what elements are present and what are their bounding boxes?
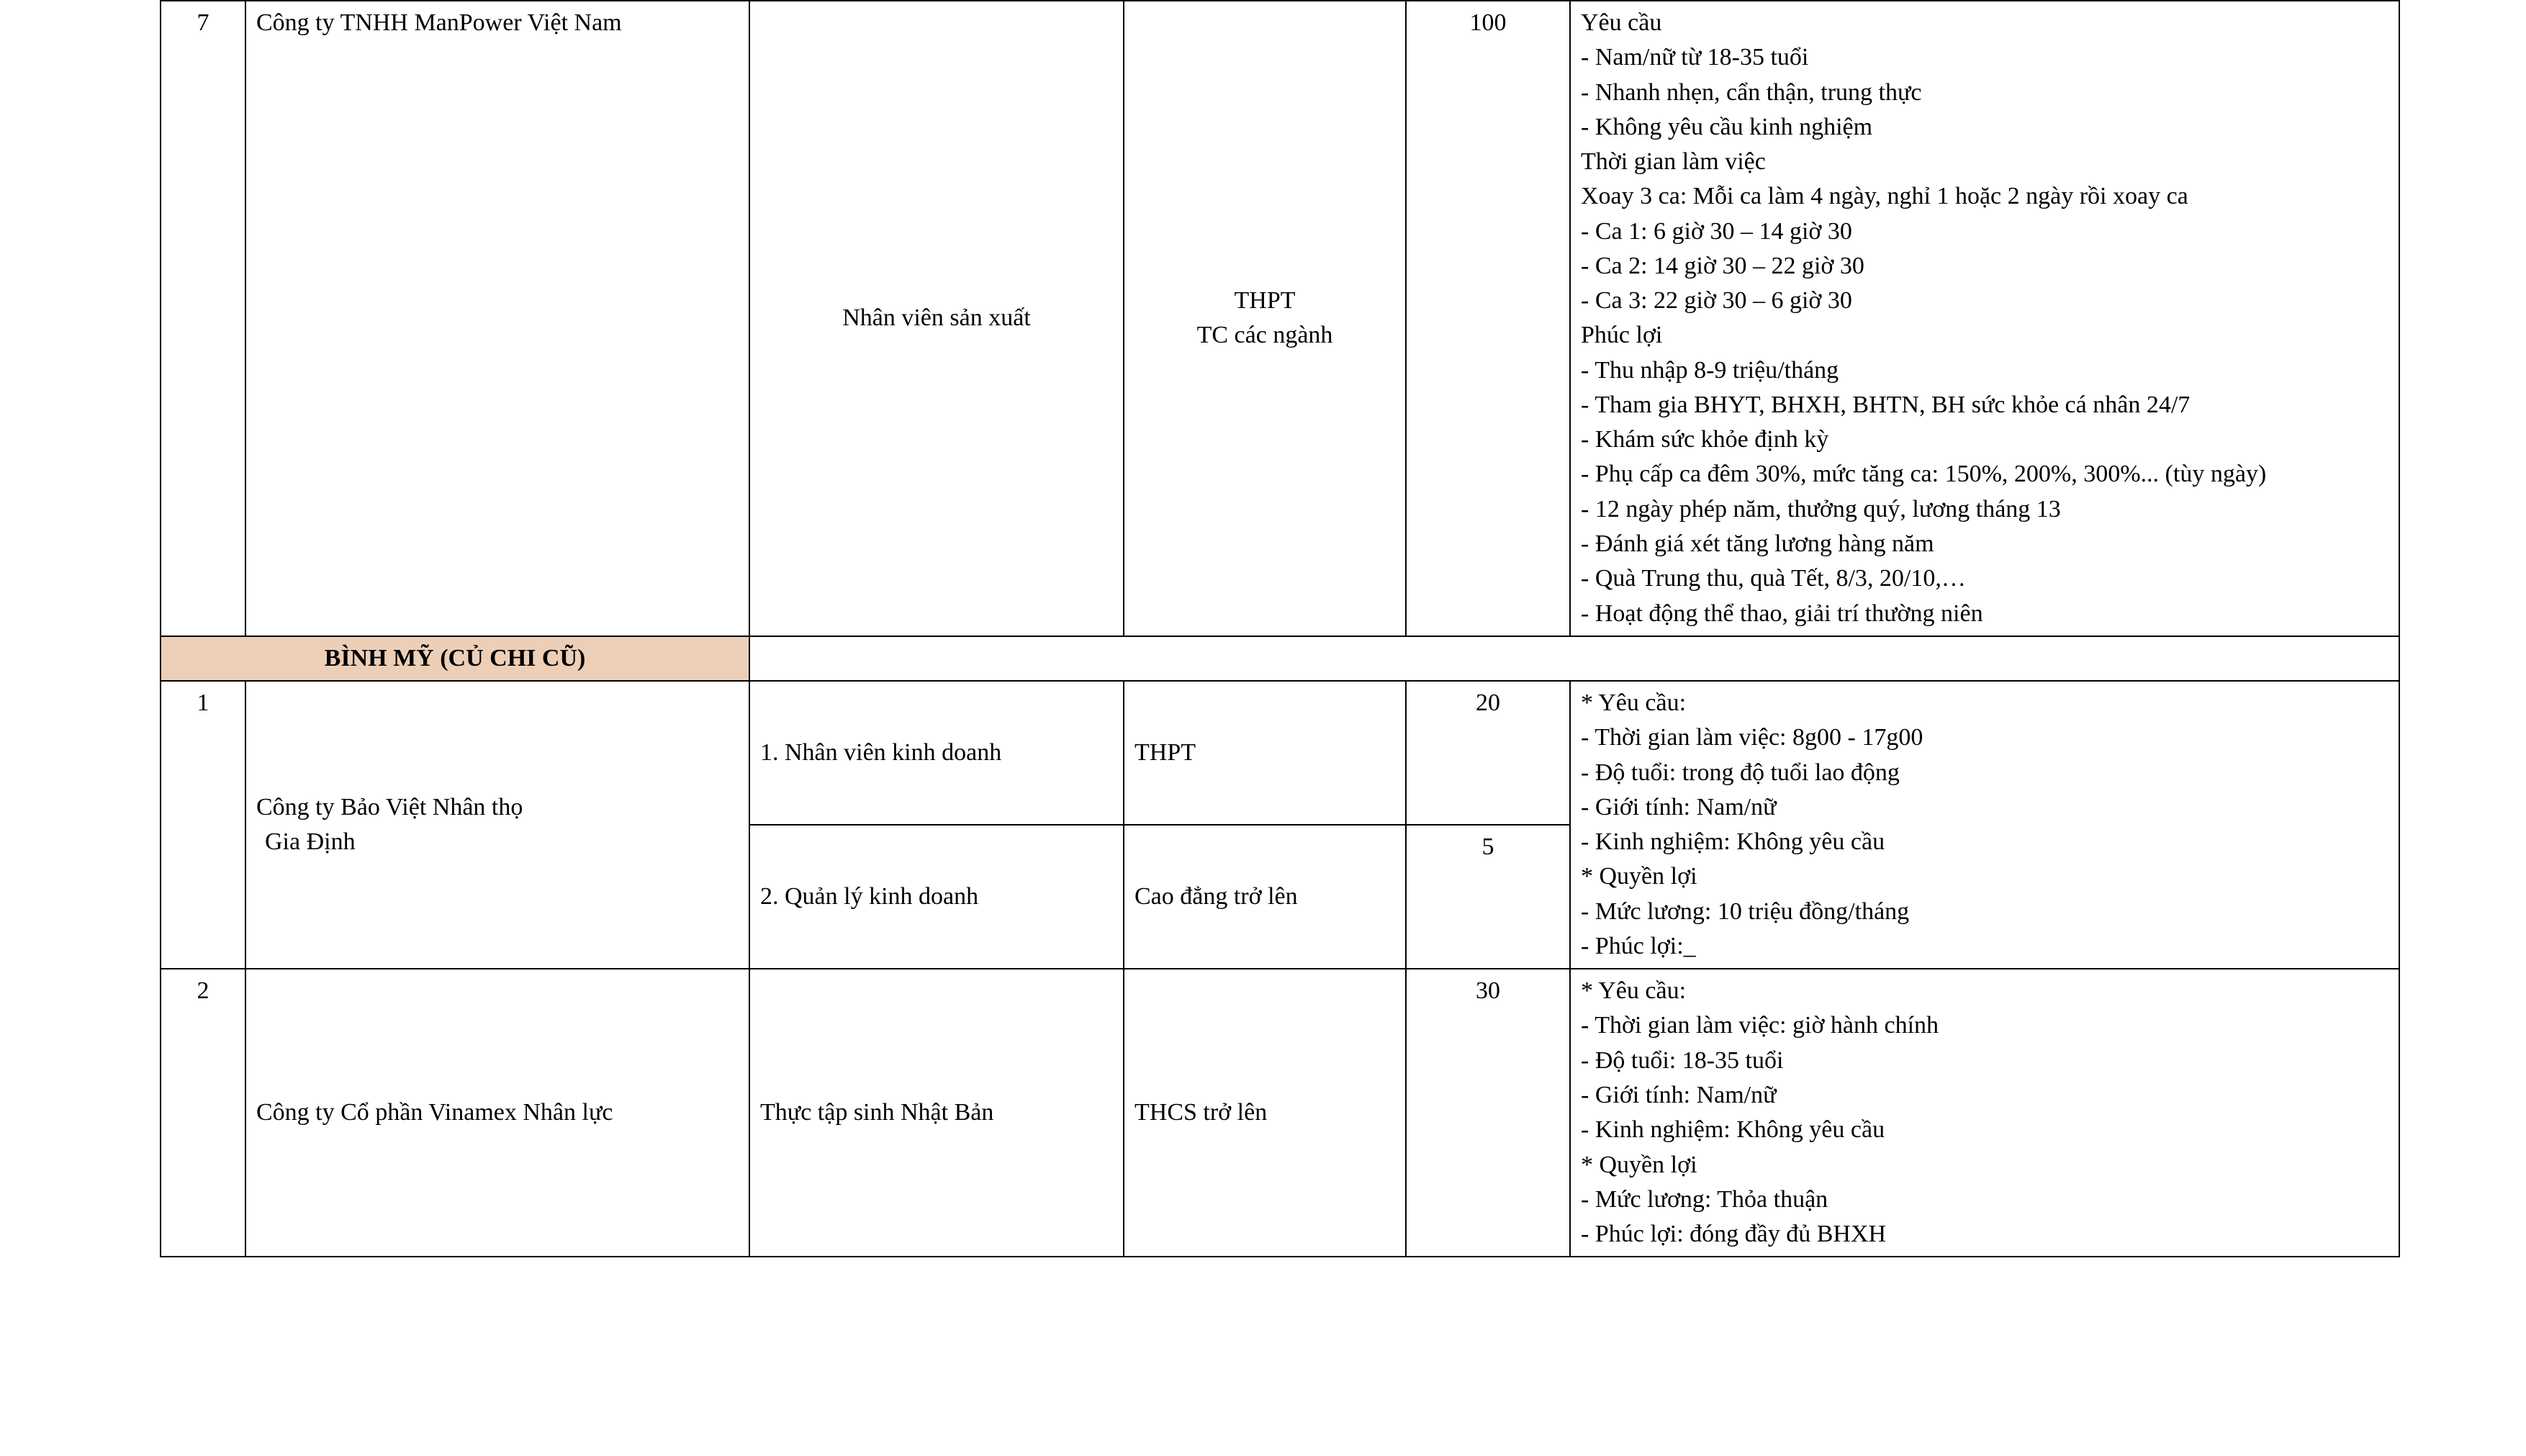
requirement-line: - Nam/nữ từ 18-35 tuổi	[1581, 44, 1809, 71]
row-number: 1	[161, 681, 245, 969]
requirement-line: - Độ tuổi: trong độ tuổi lao động	[1581, 759, 1900, 786]
requirement-line: - Quà Trung thu, quà Tết, 8/3, 20/10,…	[1581, 565, 1966, 592]
requirements-cell	[1570, 681, 2399, 969]
quantity: 5	[1406, 825, 1570, 969]
company-name: Công ty TNHH ManPower Việt Nam	[245, 1, 749, 636]
requirement-line: - Thu nhập 8-9 triệu/tháng	[1581, 356, 1839, 384]
education-requirement: THPT	[1124, 681, 1406, 825]
requirement-line: - Ca 2: 14 giờ 30 – 22 giờ 30	[1581, 252, 1864, 279]
requirement-line: - Thời gian làm việc: giờ hành chính	[1581, 1012, 1939, 1039]
requirement-line: Xoay 3 ca: Mỗi ca làm 4 ngày, nghỉ 1 hoặc 2 ngày rồi xoay ca	[1581, 183, 2188, 210]
company-name	[245, 681, 749, 969]
requirement-line: - Kinh nghiệm: Không yêu cầu	[1581, 1116, 1885, 1144]
education-requirement: Cao đẳng trở lên	[1124, 825, 1406, 969]
requirements-cell	[1570, 1, 2399, 636]
quantity: 100	[1406, 1, 1570, 636]
education-line-1: THPT	[1234, 287, 1296, 315]
position-title: Nhân viên sản xuất	[749, 1, 1124, 636]
requirement-line: - Ca 1: 6 giờ 30 – 14 giờ 30	[1581, 217, 1852, 245]
requirement-line: - Phúc lợi: đóng đầy đủ BHXH	[1581, 1221, 1887, 1248]
row-number: 2	[161, 969, 245, 1257]
requirement-line: - Mức lương: 10 triệu đồng/tháng	[1581, 897, 1910, 925]
company-name-line-2: Gia Định	[265, 828, 356, 856]
requirements-list	[1581, 686, 2389, 964]
requirement-line: Yêu cầu	[1581, 9, 1662, 36]
position-title: 2. Quản lý kinh doanh	[749, 825, 1124, 969]
company-name: Công ty Cổ phần Vinamex Nhân lực	[245, 969, 749, 1257]
table-row	[161, 681, 2399, 825]
table-row	[161, 1, 2399, 636]
requirement-line: - Mức lương: Thỏa thuận	[1581, 1185, 1828, 1213]
section-band-row	[161, 636, 2399, 681]
quantity: 20	[1406, 681, 1570, 825]
company-name-line-1: Công ty Bảo Việt Nhân thọ	[256, 793, 523, 820]
requirement-line: - Ca 3: 22 giờ 30 – 6 giờ 30	[1581, 287, 1852, 315]
requirement-line: - Hoạt động thể thao, giải trí thường niên	[1581, 600, 1983, 627]
requirement-line: * Yêu cầu:	[1581, 689, 1687, 717]
requirement-line: - Khám sức khỏe định kỳ	[1581, 426, 1829, 453]
row-number: 7	[161, 1, 245, 636]
requirement-line: - Kinh nghiệm: Không yêu cầu	[1581, 828, 1885, 856]
requirement-line: - Không yêu cầu kinh nghiệm	[1581, 113, 1873, 140]
requirements-list	[1581, 6, 2389, 631]
education-requirement	[1124, 1, 1406, 636]
section-band-title: BÌNH MỸ (CỦ CHI CŨ)	[161, 636, 749, 681]
table-row	[161, 969, 2399, 1257]
requirement-line: Phúc lợi	[1581, 322, 1663, 349]
requirement-line: * Yêu cầu:	[1581, 977, 1687, 1005]
requirement-line: * Quyền lợi	[1581, 863, 1697, 890]
section-band-empty	[749, 636, 2399, 681]
position-title: Thực tập sinh Nhật Bản	[749, 969, 1124, 1257]
position-title: 1. Nhân viên kinh doanh	[749, 681, 1124, 825]
requirement-line: - Phúc lợi:_	[1581, 932, 1696, 959]
requirement-line: - Tham gia BHYT, BHXH, BHTN, BH sức khỏe cá nhân 24/7	[1581, 391, 2191, 418]
requirements-list	[1581, 974, 2389, 1252]
requirement-line: - Giới tính: Nam/nữ	[1581, 793, 1777, 820]
requirement-line: - Đánh giá xét tăng lương hàng năm	[1581, 530, 1934, 557]
job-listing-table	[160, 0, 2400, 1257]
requirement-line: - Thời gian làm việc: 8g00 - 17g00	[1581, 724, 1923, 751]
requirement-line: - Nhanh nhẹn, cẩn thận, trung thực	[1581, 78, 1922, 106]
requirement-line: Thời gian làm việc	[1581, 148, 1766, 176]
requirement-line: * Quyền lợi	[1581, 1151, 1697, 1178]
requirement-line: - Độ tuổi: 18-35 tuổi	[1581, 1046, 1784, 1074]
requirements-cell	[1570, 969, 2399, 1257]
requirement-line: - Phụ cấp ca đêm 30%, mức tăng ca: 150%, 200%, 300%... (tùy ngày)	[1581, 461, 2267, 488]
requirement-line: - 12 ngày phép năm, thưởng quý, lương tháng 13	[1581, 495, 2061, 523]
quantity: 30	[1406, 969, 1570, 1257]
education-line-2: TC các ngành	[1196, 322, 1333, 349]
education-requirement: THCS trở lên	[1124, 969, 1406, 1257]
requirement-line: - Giới tính: Nam/nữ	[1581, 1081, 1777, 1108]
